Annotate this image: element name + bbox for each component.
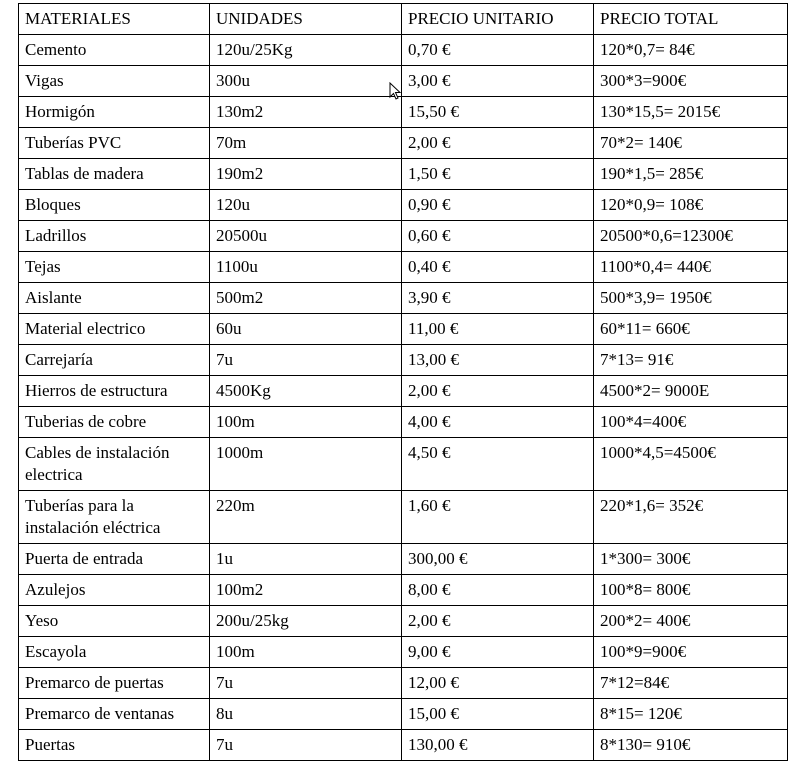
table-row	[19, 544, 788, 575]
material-cell: Vigas	[19, 66, 210, 97]
units-cell: 60u	[210, 314, 402, 345]
units-cell: 7u	[210, 730, 402, 761]
units-cell: 500m2	[210, 283, 402, 314]
unit-price-cell: 4,00 €	[402, 407, 594, 438]
table-row	[19, 575, 788, 606]
unit-price-cell: 300,00 €	[402, 544, 594, 575]
units-cell: 20500u	[210, 221, 402, 252]
material-cell: Tuberías para la instalación eléctrica	[19, 491, 210, 544]
total-price-cell: 120*0,9= 108€	[594, 190, 788, 221]
units-cell: 130m2	[210, 97, 402, 128]
table-row	[19, 159, 788, 190]
material-cell: Cemento	[19, 35, 210, 66]
table-row	[19, 438, 788, 491]
material-cell: Puerta de entrada	[19, 544, 210, 575]
total-price-cell: 120*0,7= 84€	[594, 35, 788, 66]
total-price-cell: 7*13= 91€	[594, 345, 788, 376]
units-cell: 7u	[210, 345, 402, 376]
material-cell: Aislante	[19, 283, 210, 314]
table-row	[19, 668, 788, 699]
table-row	[19, 128, 788, 159]
unit-price-cell: 9,00 €	[402, 637, 594, 668]
units-cell: 7u	[210, 668, 402, 699]
header-cell: UNIDADES	[210, 4, 402, 35]
table-row	[19, 606, 788, 637]
units-cell: 120u/25Kg	[210, 35, 402, 66]
units-cell: 100m	[210, 407, 402, 438]
table-row	[19, 97, 788, 128]
mouse-cursor-icon	[389, 82, 401, 100]
table-row	[19, 376, 788, 407]
table-row	[19, 35, 788, 66]
unit-price-cell: 2,00 €	[402, 128, 594, 159]
table-row	[19, 221, 788, 252]
total-price-cell: 100*9=900€	[594, 637, 788, 668]
units-cell: 100m2	[210, 575, 402, 606]
unit-price-cell: 0,90 €	[402, 190, 594, 221]
material-cell: Cables de instalación electrica	[19, 438, 210, 491]
unit-price-cell: 2,00 €	[402, 606, 594, 637]
material-cell: Azulejos	[19, 575, 210, 606]
material-cell: Premarco de ventanas	[19, 699, 210, 730]
total-price-cell: 220*1,6= 352€	[594, 491, 788, 544]
material-cell: Bloques	[19, 190, 210, 221]
unit-price-cell: 12,00 €	[402, 668, 594, 699]
unit-price-cell: 13,00 €	[402, 345, 594, 376]
unit-price-cell: 1,50 €	[402, 159, 594, 190]
units-cell: 8u	[210, 699, 402, 730]
material-cell: Tuberías PVC	[19, 128, 210, 159]
material-cell: Puertas	[19, 730, 210, 761]
table-row	[19, 637, 788, 668]
units-cell: 100m	[210, 637, 402, 668]
units-cell: 1100u	[210, 252, 402, 283]
total-price-cell: 1*300= 300€	[594, 544, 788, 575]
material-cell: Carrejaría	[19, 345, 210, 376]
total-price-cell: 200*2= 400€	[594, 606, 788, 637]
material-cell: Tuberias de cobre	[19, 407, 210, 438]
header-cell: PRECIO UNITARIO	[402, 4, 594, 35]
total-price-cell: 100*8= 800€	[594, 575, 788, 606]
unit-price-cell: 0,40 €	[402, 252, 594, 283]
table-row	[19, 345, 788, 376]
unit-price-cell: 0,70 €	[402, 35, 594, 66]
unit-price-cell: 0,60 €	[402, 221, 594, 252]
units-cell: 120u	[210, 190, 402, 221]
material-cell: Escayola	[19, 637, 210, 668]
total-price-cell: 190*1,5= 285€	[594, 159, 788, 190]
table-row	[19, 314, 788, 345]
material-cell: Material electrico	[19, 314, 210, 345]
unit-price-cell: 3,00 €	[402, 66, 594, 97]
unit-price-cell: 15,00 €	[402, 699, 594, 730]
header-cell: MATERIALES	[19, 4, 210, 35]
units-cell: 190m2	[210, 159, 402, 190]
header-cell: PRECIO TOTAL	[594, 4, 788, 35]
units-cell: 1u	[210, 544, 402, 575]
unit-price-cell: 15,50 €	[402, 97, 594, 128]
unit-price-cell: 1,60 €	[402, 491, 594, 544]
table-row	[19, 730, 788, 761]
total-price-cell: 1100*0,4= 440€	[594, 252, 788, 283]
unit-price-cell: 4,50 €	[402, 438, 594, 491]
materials-table	[18, 3, 788, 761]
material-cell: Hierros de estructura	[19, 376, 210, 407]
unit-price-cell: 11,00 €	[402, 314, 594, 345]
total-price-cell: 7*12=84€	[594, 668, 788, 699]
total-price-cell: 130*15,5= 2015€	[594, 97, 788, 128]
material-cell: Yeso	[19, 606, 210, 637]
material-cell: Premarco de puertas	[19, 668, 210, 699]
table-row	[19, 491, 788, 544]
total-price-cell: 4500*2= 9000E	[594, 376, 788, 407]
total-price-cell: 8*15= 120€	[594, 699, 788, 730]
material-cell: Hormigón	[19, 97, 210, 128]
table-row	[19, 283, 788, 314]
units-cell: 1000m	[210, 438, 402, 491]
units-cell: 70m	[210, 128, 402, 159]
table-row	[19, 407, 788, 438]
total-price-cell: 8*130= 910€	[594, 730, 788, 761]
unit-price-cell: 8,00 €	[402, 575, 594, 606]
total-price-cell: 70*2= 140€	[594, 128, 788, 159]
total-price-cell: 1000*4,5=4500€	[594, 438, 788, 491]
total-price-cell: 20500*0,6=12300€	[594, 221, 788, 252]
material-cell: Tejas	[19, 252, 210, 283]
table-row	[19, 66, 788, 97]
table-header-row	[19, 4, 788, 35]
units-cell: 200u/25kg	[210, 606, 402, 637]
total-price-cell: 300*3=900€	[594, 66, 788, 97]
total-price-cell: 100*4=400€	[594, 407, 788, 438]
total-price-cell: 500*3,9= 1950€	[594, 283, 788, 314]
units-cell: 220m	[210, 491, 402, 544]
table-row	[19, 190, 788, 221]
units-cell: 300u	[210, 66, 402, 97]
total-price-cell: 60*11= 660€	[594, 314, 788, 345]
material-cell: Tablas de madera	[19, 159, 210, 190]
unit-price-cell: 3,90 €	[402, 283, 594, 314]
table-row	[19, 699, 788, 730]
units-cell: 4500Kg	[210, 376, 402, 407]
unit-price-cell: 130,00 €	[402, 730, 594, 761]
unit-price-cell: 2,00 €	[402, 376, 594, 407]
material-cell: Ladrillos	[19, 221, 210, 252]
table-row	[19, 252, 788, 283]
